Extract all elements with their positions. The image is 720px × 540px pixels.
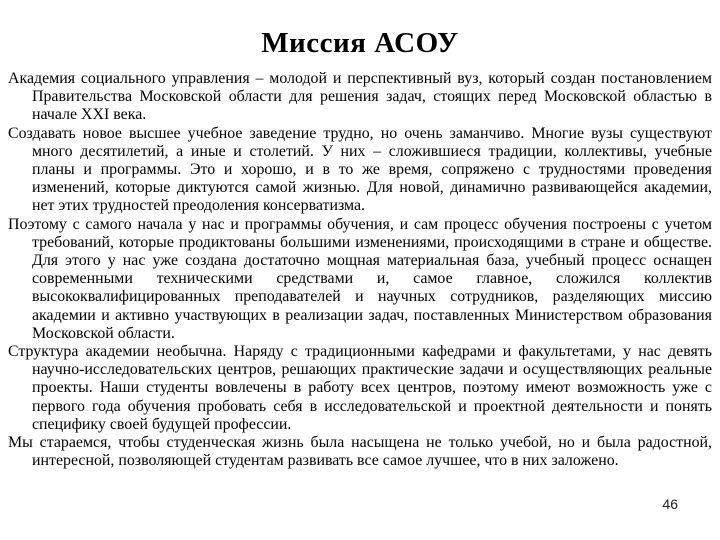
slide-title: Миссия АСОУ xyxy=(261,27,459,60)
slide-body xyxy=(8,70,712,470)
paragraph-intro: Академия социального управления – молодой и перспективный вуз, который создан постановлением Правительства Московской области для решения задач, стоящих перед Московской областью в начале XXI века. xyxy=(8,70,712,124)
paragraph-new-university: Создавать новое высшее учебное заведение трудно, но очень заманчиво. Многие вузы существуют много десятилетий, а иные и столетий. У них – сложившиеся традиции, коллективы, учебные планы и программы. Это и хорошо, и в то же время, сопряжено с трудностями проведения изменений, которые диктуются самой жизнью. Для новой, динамично развивающейся академии, нет этих трудностей преодоления консерватизма. xyxy=(8,124,712,215)
paragraph-student-life: Мы стараемся, чтобы студенческая жизнь была насыщена не только учебой, но и была радостной, интересной, позволяющей студентам развивать все самое лучшее, что в них заложено. xyxy=(8,434,712,470)
paragraph-structure: Структура академии необычна. Наряду с традиционными кафедрами и факультетами, у нас девять научно-исследовательских центров, решающих практические задачи и осуществляющих реальные проекты. Наши студенты вовлечены в работу всех центров, поэтому имеют возможность уже с первого года обучения пробовать себя в исследовательской и проектной деятельности и понять специфику своей будущей профессии. xyxy=(8,343,712,433)
paragraph-programs: Поэтому с самого начала у нас и программы обучения, и сам процесс обучения построены с учетом требований, которые продиктованы большими изменениями, происходящими в стране и обществе. Для этого у нас уже создана достаточно мощная материальная база, учебный процесс оснащен современными техническими средствами и, самое главное, сложился коллектив высококвалифицированных преподавателей и научных сотрудников, разделяющих миссию академии и активно участвующих в реализации задач, поставленных Министерством образования Московской области. xyxy=(8,215,712,342)
page-number: 46 xyxy=(662,496,678,512)
